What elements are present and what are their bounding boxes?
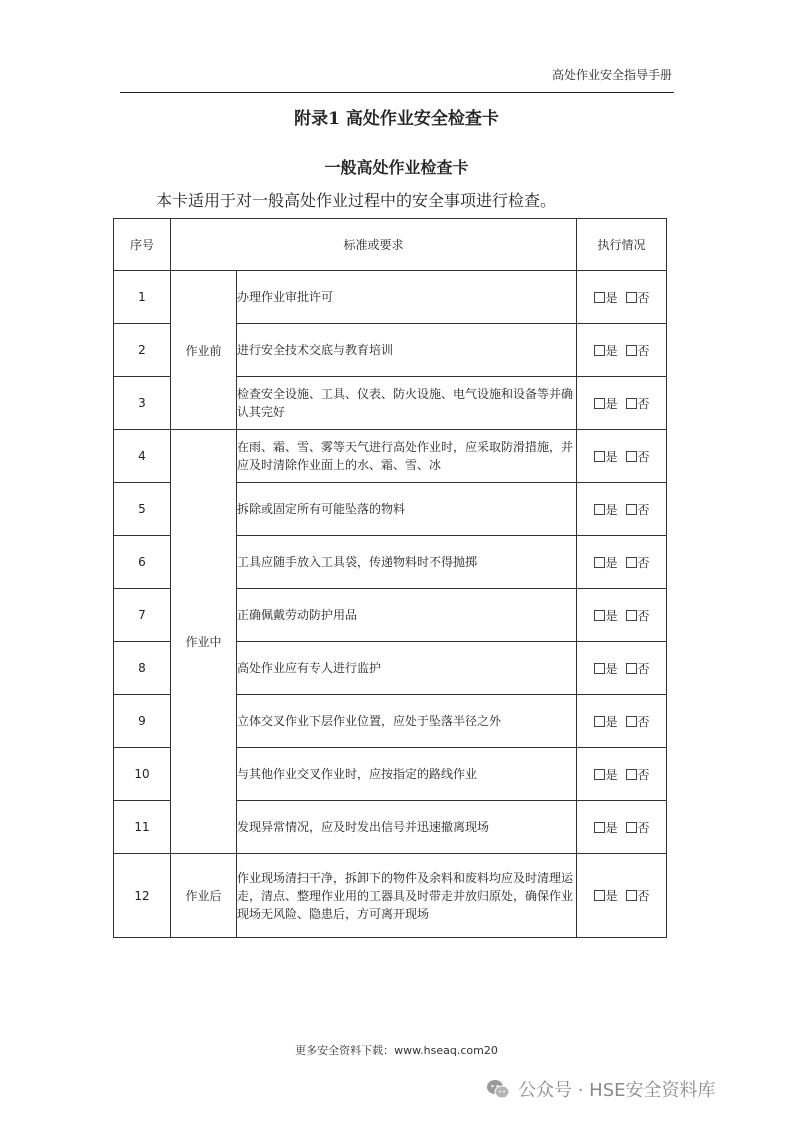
table-row — [114, 271, 667, 324]
requirement-text: 检查安全设施、工具、仪表、防火设施、电气设施和设备等并确认其完好 — [237, 377, 577, 430]
option-no-label: 否 — [637, 661, 650, 676]
header-requirement: 标准或要求 — [171, 219, 577, 271]
checkbox-no[interactable] — [626, 716, 637, 727]
status-cell — [577, 430, 667, 483]
status-cell — [577, 377, 667, 430]
row-number: 7 — [114, 589, 171, 642]
option-no-label: 否 — [637, 396, 650, 411]
option-yes-label: 是 — [605, 889, 618, 903]
checkbox-yes[interactable] — [594, 398, 605, 409]
row-number: 5 — [114, 483, 171, 536]
option-no-label: 否 — [637, 343, 650, 358]
phase-after: 作业后 — [171, 854, 237, 938]
row-number: 11 — [114, 801, 171, 854]
requirement-text: 进行安全技术交底与教育培训 — [237, 324, 577, 377]
checkbox-yes[interactable] — [594, 557, 605, 568]
table-header-row — [114, 219, 667, 271]
phase-during: 作业中 — [171, 430, 237, 854]
status-cell — [577, 642, 667, 695]
checkbox-no[interactable] — [626, 292, 637, 303]
status-cell — [577, 271, 667, 324]
option-no-label: 否 — [637, 608, 650, 623]
option-no-label: 否 — [637, 714, 650, 729]
checkbox-no[interactable] — [626, 890, 637, 901]
checkbox-no[interactable] — [626, 610, 637, 621]
status-cell — [577, 801, 667, 854]
requirement-text: 正确佩戴劳动防护用品 — [237, 589, 577, 642]
option-yes-label: 是 — [605, 290, 618, 305]
option-yes-label: 是 — [605, 555, 618, 570]
option-yes-label: 是 — [605, 661, 618, 676]
checkbox-yes[interactable] — [594, 769, 605, 780]
checkbox-no[interactable] — [626, 557, 637, 568]
footer-download-text: 更多安全资料下载：www.hseaq.com20 — [295, 1044, 498, 1057]
appendix-title: 附录1 高处作业安全检查卡 — [294, 109, 499, 129]
checkbox-no[interactable] — [626, 398, 637, 409]
checkbox-yes[interactable] — [594, 451, 605, 462]
watermark-text: 公众号 · HSE安全资料库 — [518, 1080, 716, 1101]
checkbox-no[interactable] — [626, 345, 637, 356]
option-no-label: 否 — [637, 502, 650, 517]
option-yes-label: 是 — [605, 714, 618, 729]
checkbox-yes[interactable] — [594, 610, 605, 621]
option-no-label: 否 — [637, 449, 650, 464]
wechat-icon — [486, 1078, 510, 1100]
header-status: 执行情况 — [577, 219, 667, 271]
checkbox-no[interactable] — [626, 769, 637, 780]
status-cell — [577, 589, 667, 642]
checkbox-yes[interactable] — [594, 292, 605, 303]
checkbox-yes[interactable] — [594, 663, 605, 674]
checkbox-no[interactable] — [626, 451, 637, 462]
option-yes-label: 是 — [605, 343, 618, 358]
status-cell — [577, 854, 667, 938]
requirement-text: 在雨、霜、雪、雾等天气进行高处作业时，应采取防滑措施，并应及时清除作业面上的水、霜、雪、冰 — [237, 430, 577, 483]
requirement-text: 立体交叉作业下层作业位置，应处于坠落半径之外 — [237, 695, 577, 748]
status-cell — [577, 483, 667, 536]
watermark — [486, 1076, 716, 1102]
header-no: 序号 — [114, 219, 171, 271]
status-cell — [577, 695, 667, 748]
checkbox-yes[interactable] — [594, 716, 605, 727]
status-cell — [577, 536, 667, 589]
row-number: 6 — [114, 536, 171, 589]
phase-before: 作业前 — [171, 271, 237, 430]
requirement-text: 拆除或固定所有可能坠落的物料 — [237, 483, 577, 536]
checkbox-no[interactable] — [626, 663, 637, 674]
table-body — [114, 271, 667, 938]
requirement-text: 工具应随手放入工具袋，传递物料时不得抛掷 — [237, 536, 577, 589]
row-number: 1 — [114, 271, 171, 324]
checkbox-yes[interactable] — [594, 822, 605, 833]
option-no-label: 否 — [637, 889, 650, 903]
requirement-text: 与其他作业交叉作业时，应按指定的路线作业 — [237, 748, 577, 801]
requirement-text: 办理作业审批许可 — [237, 271, 577, 324]
row-number: 8 — [114, 642, 171, 695]
requirement-text: 发现异常情况，应及时发出信号并迅速撤离现场 — [237, 801, 577, 854]
checkbox-no[interactable] — [626, 504, 637, 515]
checkbox-no[interactable] — [626, 822, 637, 833]
row-number: 9 — [114, 695, 171, 748]
card-title: 一般高处作业检查卡 — [324, 158, 469, 177]
option-yes-label: 是 — [605, 820, 618, 835]
option-no-label: 否 — [637, 820, 650, 835]
table-row — [114, 854, 667, 938]
row-number: 4 — [114, 430, 171, 483]
row-number: 10 — [114, 748, 171, 801]
status-cell — [577, 748, 667, 801]
option-yes-label: 是 — [605, 767, 618, 782]
header-divider — [120, 92, 674, 93]
requirement-text: 高处作业应有专人进行监护 — [237, 642, 577, 695]
option-yes-label: 是 — [605, 449, 618, 464]
table-row — [114, 430, 667, 483]
checkbox-yes[interactable] — [594, 345, 605, 356]
checkbox-yes[interactable] — [594, 504, 605, 515]
option-yes-label: 是 — [605, 396, 618, 411]
requirement-text: 作业现场清扫干净，拆卸下的物件及余料和废料均应及时清理运走，清点、整理作业用的工器具及时带走并放归原处，确保作业现场无风险、隐患后，方可离开现场 — [237, 854, 577, 938]
row-number: 2 — [114, 324, 171, 377]
option-no-label: 否 — [637, 290, 650, 305]
status-cell — [577, 324, 667, 377]
row-number: 12 — [114, 854, 171, 938]
option-yes-label: 是 — [605, 608, 618, 623]
checkbox-yes[interactable] — [594, 890, 605, 901]
running-header: 高处作业安全指导手册 — [551, 68, 672, 82]
intro-text: 本卡适用于对一般高处作业过程中的安全事项进行检查。 — [156, 191, 557, 210]
option-no-label: 否 — [637, 767, 650, 782]
option-no-label: 否 — [637, 555, 650, 570]
row-number: 3 — [114, 377, 171, 430]
option-yes-label: 是 — [605, 502, 618, 517]
inspection-table — [113, 218, 667, 938]
